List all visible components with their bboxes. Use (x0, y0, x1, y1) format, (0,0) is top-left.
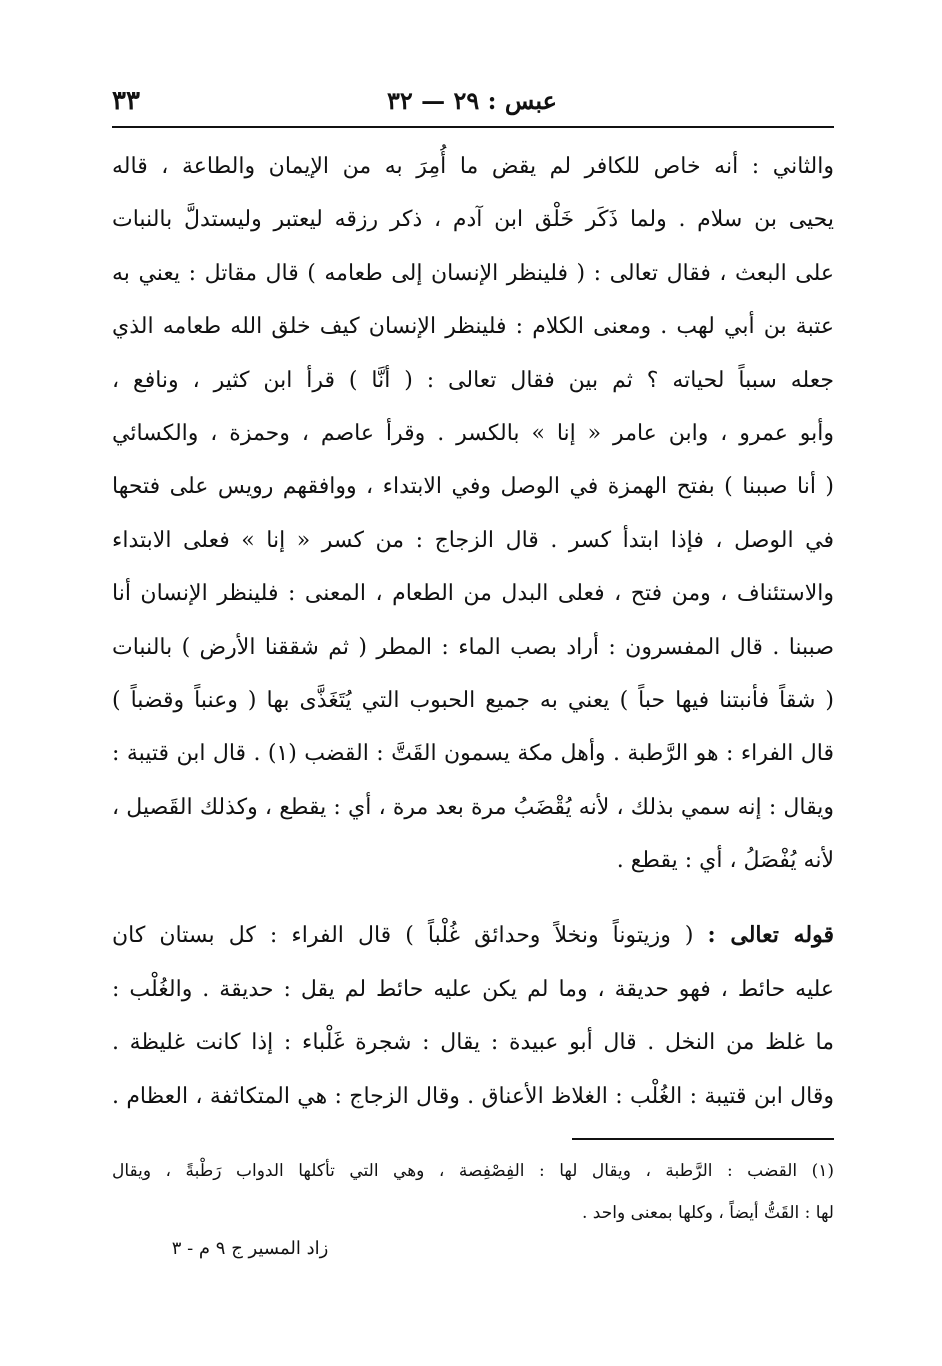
text-line: لأنه يُفْصَلُ ، أي : يقطع . (616, 848, 834, 874)
printer-signature: زاد المسير ج ٩ م - ٣ (171, 1238, 329, 1259)
text-line: ( أنا صببنا ) بفتح الهمزة في الوصل وفي الابتداء ، ووافقهم رويس على فتحها (112, 474, 834, 500)
text-line: عليه حائط ، فهو حديقة ، وما لم يكن عليه حائط لم يقل : حديقة . والغُلْب : (112, 976, 834, 1002)
text-line: وأبو عمرو ، وابن عامر « إنا » بالكسر . وقرأ عاصم ، وحمزة ، والكسائي (112, 420, 834, 446)
text-line: والاستئناف ، ومن فتح ، فعلى البدل من الطعام ، المعنى : فلينظر الإنسان أنا (112, 581, 834, 607)
text-line: ما غلظ من النخل . قال أبو عبيدة : يقال : شجرة غَلْباء : إذا كانت غليظة . (112, 1030, 834, 1056)
paragraph-lead: قوله تعالى : (707, 922, 834, 949)
text-line: قال الفراء : هو الرَّطبة . وأهل مكة يسمون القَتَّ : القضب (١) . قال ابن قتيبة : (112, 741, 834, 767)
paragraph-text: ( وزيتوناً ونخلاً وحدائق غُلْباً ) قال الفراء : كل بستان كان (112, 923, 694, 949)
text-line: عتبة بن أبي لهب . ومعنى الكلام : فلينظر الإنسان كيف خلق الله طعامه الذي (112, 314, 834, 340)
footnote-line: (١) القضب : الرَّطبة ، ويقال لها : الفِصْفِصة ، وهي التي تأكلها الدواب رَطْبةً ، ويقال (112, 1161, 834, 1181)
footnote-line: لها : القَتُّ أيضاً ، وكلها بمعنى واحد . (582, 1203, 834, 1223)
running-title: عبس : ٢٩ — ٣٢ (386, 86, 557, 115)
text-line: في الوصل ، فإذا ابتدأ كسر . قال الزجاج : من كسر « إنا » فعلى الابتداء (112, 527, 834, 553)
body-text (112, 140, 834, 1123)
text-line: على البعث ، فقال تعالى : ( فلينظر الإنسان إلى طعامه ) قال مقاتل : يعني به (112, 260, 834, 286)
text-line: وقال ابن قتيبة : الغُلْب : الغلاظ الأعناق . وقال الزجاج : هي المتكاثفة ، العظام . (112, 1083, 834, 1109)
text-line: صببنا . قال المفسرون : أراد بصب الماء : المطر ( ثم شققنا الأرض ) بالنبات (112, 634, 834, 660)
text-line: ويقال : إنه سمي بذلك ، لأنه يُقْضَبُ مرة بعد مرة ، أي : يقطع ، وكذلك القَصيل ، (112, 794, 834, 820)
paragraph-gap (112, 887, 834, 909)
text-line: جعله سبباً لحياته ؟ ثم بين فقال تعالى : ( أنَّا ) قرأ ابن كثير ، ونافع ، (112, 367, 834, 393)
text-line: يحيى بن سلام . ولما ذَكَر خَلْق ابن آدم ، ذكر رزقه ليعتبر وليستدلَّ بالنبات (112, 207, 834, 233)
page-header (112, 86, 832, 122)
text-line: ( شقاً فأنبتنا فيها حباً ) يعني به جميع الحبوب التي يُتَغَذَّى بها ( وعنباً وقضباً ) (112, 687, 834, 713)
text-line: والثاني : أنه خاص للكافر لم يقض ما أُمِرَ به من الإيمان والطاعة ، قاله (112, 154, 834, 179)
header-divider (112, 126, 834, 128)
text-line (112, 909, 834, 962)
footnote-divider (572, 1138, 834, 1140)
page-number: ٣٣ (112, 86, 140, 116)
footnotes (112, 1150, 834, 1234)
